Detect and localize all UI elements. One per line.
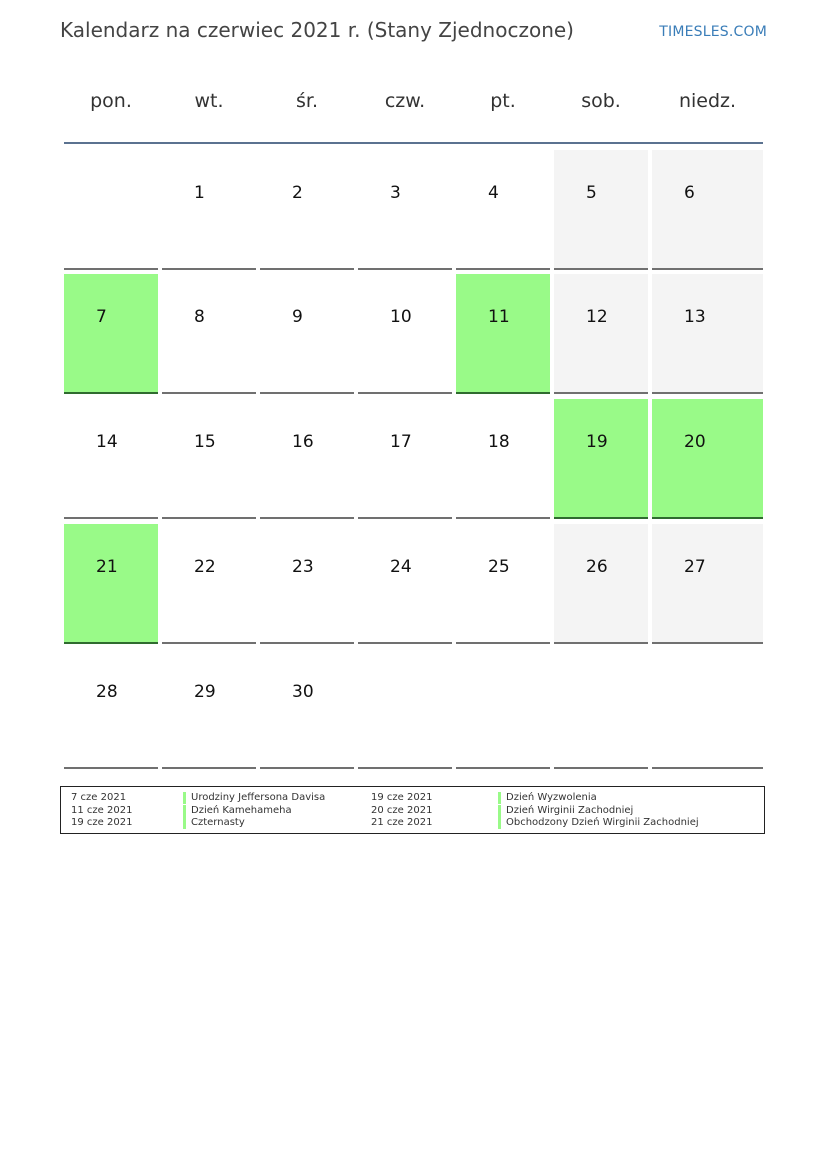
holiday-color-marker	[183, 817, 186, 829]
holiday-name: Urodziny Jeffersona Davisa	[191, 792, 326, 803]
weekday-header-row	[64, 90, 763, 120]
day-number: 30	[292, 682, 314, 702]
holiday-color-marker	[498, 805, 501, 817]
day-number: 19	[586, 432, 608, 452]
weekday-label: czw.	[384, 90, 426, 112]
calendar-day-cell[interactable]	[554, 150, 648, 270]
calendar-cell-empty	[652, 649, 763, 769]
day-number: 13	[684, 307, 706, 327]
calendar-day-cell[interactable]	[554, 524, 648, 644]
calendar-day-cell[interactable]	[162, 649, 256, 769]
calendar-day-cell[interactable]	[260, 649, 354, 769]
holiday-date: 20 cze 2021	[371, 804, 433, 816]
day-number: 23	[292, 557, 314, 577]
calendar-day-cell[interactable]	[358, 274, 452, 394]
day-number: 6	[684, 183, 695, 203]
page-title: Kalendarz na czerwiec 2021 r. (Stany Zjednoczone)	[60, 18, 574, 42]
calendar-cell-empty	[554, 649, 648, 769]
weekday-label: pon.	[90, 90, 132, 112]
calendar-day-cell[interactable]	[162, 524, 256, 644]
calendar-day-cell[interactable]	[64, 649, 158, 769]
calendar-day-cell[interactable]	[260, 150, 354, 270]
calendar-day-cell[interactable]	[260, 274, 354, 394]
holiday-name: Dzień Wyzwolenia	[506, 792, 597, 803]
day-number: 21	[96, 557, 118, 577]
calendar-day-cell[interactable]	[260, 524, 354, 644]
holiday-date: 19 cze 2021	[71, 817, 133, 829]
day-number: 28	[96, 682, 118, 702]
holiday-color-marker	[498, 817, 501, 829]
day-number: 12	[586, 307, 608, 327]
weekday-label: śr.	[295, 90, 318, 112]
brand-link[interactable]: TIMESLES.COM	[659, 24, 767, 40]
day-number: 24	[390, 557, 412, 577]
day-number: 17	[390, 432, 412, 452]
holiday-color-marker	[183, 805, 186, 817]
calendar-day-cell[interactable]	[358, 524, 452, 644]
day-number: 5	[586, 183, 597, 203]
calendar-day-cell[interactable]	[456, 274, 550, 394]
day-number: 29	[194, 682, 216, 702]
day-number: 18	[488, 432, 510, 452]
day-number: 11	[488, 307, 510, 327]
calendar-day-cell[interactable]	[162, 399, 256, 519]
holiday-name: Obchodzony Dzień Wirginii Zachodniej	[506, 817, 699, 829]
holiday-color-marker	[498, 792, 501, 804]
holiday-date: 11 cze 2021	[71, 804, 133, 816]
calendar-day-cell[interactable]	[554, 274, 648, 394]
day-number: 22	[194, 557, 216, 577]
day-number: 15	[194, 432, 216, 452]
weekday-label: pt.	[490, 90, 516, 112]
day-number: 7	[96, 307, 107, 327]
day-number: 3	[390, 183, 401, 203]
day-number: 16	[292, 432, 314, 452]
day-number: 27	[684, 557, 706, 577]
holiday-date: 21 cze 2021	[371, 817, 433, 829]
day-number: 20	[684, 432, 706, 452]
holiday-date: 7 cze 2021	[71, 792, 127, 803]
day-number: 25	[488, 557, 510, 577]
holiday-name: Dzień Kamehameha	[191, 804, 292, 816]
header-divider	[64, 142, 763, 144]
day-number: 2	[292, 183, 303, 203]
holiday-name: Dzień Wirginii Zachodniej	[506, 804, 634, 816]
weekday-label: sob.	[581, 90, 621, 112]
calendar-day-cell[interactable]	[358, 399, 452, 519]
weekday-label: niedz.	[678, 90, 737, 112]
calendar-day-cell[interactable]	[162, 150, 256, 270]
weekday-label: wt.	[194, 90, 224, 112]
calendar-day-cell[interactable]	[64, 399, 158, 519]
calendar-day-cell[interactable]	[358, 150, 452, 270]
calendar-day-cell[interactable]	[162, 274, 256, 394]
holiday-date: 19 cze 2021	[371, 792, 433, 803]
day-number: 10	[390, 307, 412, 327]
day-number: 8	[194, 307, 205, 327]
calendar-day-cell[interactable]	[652, 150, 763, 270]
calendar-cell-empty	[64, 150, 158, 270]
holiday-legend	[60, 786, 765, 834]
day-number: 4	[488, 183, 499, 203]
calendar-day-cell[interactable]	[456, 524, 550, 644]
day-number: 26	[586, 557, 608, 577]
calendar-day-cell[interactable]	[456, 399, 550, 519]
holiday-color-marker	[183, 792, 186, 804]
calendar-day-cell[interactable]	[652, 274, 763, 394]
calendar-grid	[64, 150, 763, 770]
day-number: 1	[194, 183, 205, 203]
calendar-day-cell[interactable]	[652, 399, 763, 519]
calendar-cell-empty	[456, 649, 550, 769]
calendar-day-cell[interactable]	[64, 274, 158, 394]
calendar-day-cell[interactable]	[554, 399, 648, 519]
holiday-name: Czternasty	[191, 817, 245, 829]
calendar-day-cell[interactable]	[64, 524, 158, 644]
day-number: 14	[96, 432, 118, 452]
calendar-day-cell[interactable]	[456, 150, 550, 270]
calendar-cell-empty	[358, 649, 452, 769]
calendar-day-cell[interactable]	[260, 399, 354, 519]
day-number: 9	[292, 307, 303, 327]
calendar-day-cell[interactable]	[652, 524, 763, 644]
